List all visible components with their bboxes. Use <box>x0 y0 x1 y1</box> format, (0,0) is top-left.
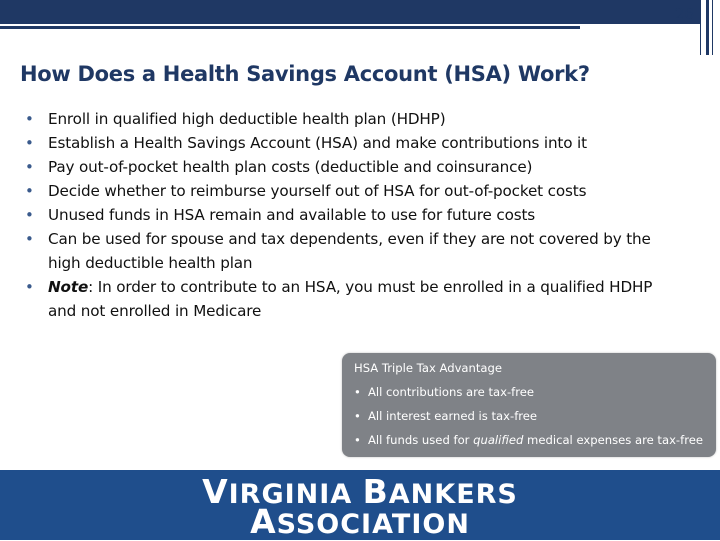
logo-initial: A <box>250 502 277 541</box>
logo-line-1 <box>0 472 720 511</box>
callout-title: HSA Triple Tax Advantage <box>354 361 503 375</box>
bullet-item: • Can be used for spouse and tax dependents, even if they are not covered by the high deductible health plan <box>48 227 668 275</box>
slide-title: How Does a Health Savings Account (HSA) Work? <box>20 62 590 86</box>
note-label: Note <box>48 278 89 296</box>
logo-initial: V <box>202 472 229 511</box>
header-accent-line <box>0 26 580 29</box>
header-side-line <box>712 0 713 55</box>
bullet-icon: • <box>354 409 361 423</box>
virginia-bankers-association-logo <box>0 472 720 541</box>
footer-bar <box>0 470 720 540</box>
bullet-item: • Unused funds in HSA remain and available to use for future costs <box>48 203 668 227</box>
callout-item <box>352 409 706 423</box>
bullet-list <box>48 107 668 323</box>
page-number: 26 <box>674 5 694 23</box>
bullet-item: • Decide whether to reimburse yourself out of HSA for out-of-pocket costs <box>48 179 668 203</box>
callout-item-text-post: medical expenses are tax-free <box>523 433 703 447</box>
callout-item-text: All interest earned is tax-free <box>368 409 538 423</box>
tax-advantage-callout <box>342 353 716 457</box>
callout-item <box>352 433 706 447</box>
logo-text: SSOCIATION <box>276 509 470 540</box>
bullet-item: • Pay out-of-pocket health plan costs (deductible and coinsurance) <box>48 155 668 179</box>
bullet-icon: • <box>354 433 361 447</box>
header-side-line <box>706 0 709 55</box>
callout-item-text-pre: All funds used for <box>368 433 474 447</box>
callout-item-text: All contributions are tax-free <box>368 385 535 399</box>
bullet-icon: • <box>354 385 361 399</box>
header-bar <box>0 0 700 24</box>
logo-text: IRGINIA <box>228 479 363 510</box>
header-side-line <box>700 0 701 55</box>
logo-initial: B <box>362 472 389 511</box>
logo-line-2 <box>0 502 720 541</box>
bullet-item-note <box>48 275 668 323</box>
logo-text: ANKERS <box>388 479 518 510</box>
callout-item-emphasis: qualified <box>473 433 524 447</box>
bullet-item: • Establish a Health Savings Account (HSA) and make contributions into it <box>48 131 668 155</box>
bullet-item: • Enroll in qualified high deductible health plan (HDHP) <box>48 107 668 131</box>
callout-item <box>352 385 706 399</box>
note-text: : In order to contribute to an HSA, you must be enrolled in a qualified HDHP and not enrolled in Medicare <box>48 278 653 320</box>
